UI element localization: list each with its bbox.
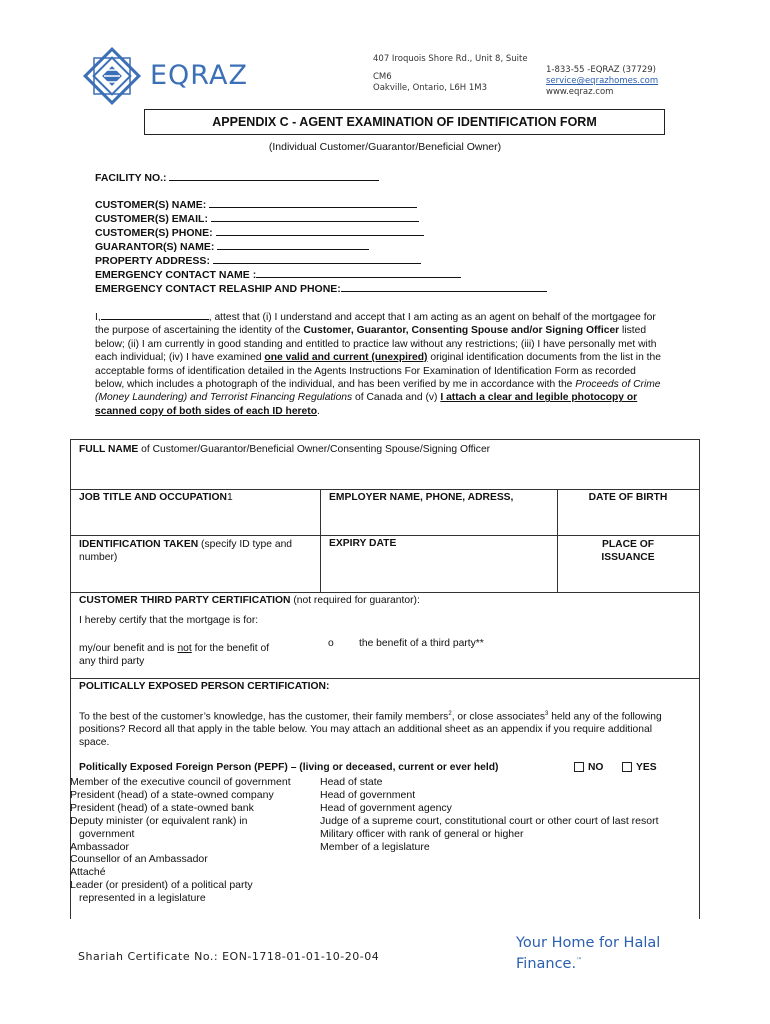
pep-left-item[interactable]: President (head) of a state-owned company bbox=[70, 788, 274, 801]
facility-label: FACILITY NO.: bbox=[95, 172, 170, 184]
pep-text: , or close associates bbox=[451, 711, 545, 723]
full-name-cell[interactable] bbox=[79, 444, 679, 455]
expiry-label: EXPIRY DATE bbox=[329, 538, 397, 549]
attestation-bold: Customer, Guarantor, Consenting Spouse and/or Signing Officer bbox=[303, 325, 620, 337]
logo bbox=[82, 46, 142, 106]
customer-name-input-line[interactable] bbox=[209, 197, 417, 208]
property-address-field bbox=[95, 253, 421, 267]
customer-email-label: CUSTOMER(S) EMAIL: bbox=[95, 213, 208, 225]
job-title-label: JOB TITLE AND OCCUPATION bbox=[79, 492, 227, 503]
pep-right-item[interactable]: Head of government agency bbox=[320, 801, 452, 814]
attestation-text: . bbox=[317, 405, 320, 417]
pep-sup: 3 bbox=[544, 711, 549, 717]
emergency-name-input-line[interactable] bbox=[256, 267, 461, 278]
pepf-no-option[interactable] bbox=[574, 762, 603, 773]
address-line1: 407 Iroquois Shore Rd., Unit 8, Suite bbox=[373, 54, 528, 64]
email-link[interactable]: service@eqrazhomes.com bbox=[546, 76, 659, 86]
full-name-desc: of Customer/Guarantor/Beneficial Owner/Consenting Spouse/Signing Officer bbox=[138, 444, 491, 455]
pep-right-item[interactable]: Judge of a supreme court, constitutional court or other court of last resort bbox=[320, 814, 659, 827]
pepf-heading-text: Politically Exposed Foreign Person (PEPF) – (living or deceased, current or ever held) bbox=[79, 762, 499, 773]
benefit-not-text: not bbox=[177, 643, 192, 654]
third-party-label: CUSTOMER THIRD PARTY CERTIFICATION bbox=[79, 595, 291, 606]
customer-name-label: CUSTOMER(S) NAME: bbox=[95, 199, 207, 211]
certify-text: I hereby certify that the mortgage is for: bbox=[79, 615, 259, 626]
facility-input-line[interactable] bbox=[169, 170, 379, 181]
dob-label: DATE OF BIRTH bbox=[588, 492, 668, 503]
emergency-relationship-label: EMERGENCY CONTACT RELASHIP AND PHONE: bbox=[95, 283, 341, 295]
employer-label: EMPLOYER NAME, PHONE, ADRESS, bbox=[329, 492, 514, 503]
attestation-text: , attest that (i) I understand and accept that I am acting as an agent on behalf of the mortgagee for the purpose of ascertaining the identity of the bbox=[95, 312, 656, 337]
pep-left-item[interactable]: President (head) of a state-owned bank bbox=[70, 801, 254, 814]
logo-text: EQRAZ bbox=[150, 60, 248, 91]
benefit-bullet: o bbox=[328, 638, 334, 649]
no-checkbox[interactable] bbox=[574, 762, 584, 772]
phone: 1-833-55 -EQRAZ (37729) bbox=[546, 65, 656, 75]
place-issuance-cell[interactable] bbox=[582, 538, 674, 564]
emergency-relationship-field bbox=[95, 281, 547, 295]
page-title: APPENDIX C - AGENT EXAMINATION OF IDENTIFICATION FORM bbox=[144, 109, 665, 135]
full-name-label: FULL NAME bbox=[79, 444, 139, 455]
pepf-heading bbox=[79, 762, 498, 773]
id-taken-label: IDENTIFICATION TAKEN bbox=[79, 539, 199, 550]
customer-email-field bbox=[95, 211, 419, 225]
attestation-text: I, bbox=[95, 312, 101, 323]
pep-left-list bbox=[70, 776, 291, 905]
trademark: ™ bbox=[576, 957, 583, 964]
pep-left-item[interactable]: government bbox=[79, 827, 135, 840]
third-party-heading bbox=[79, 595, 420, 606]
place-issuance-label: PLACE OF ISSUANCE bbox=[601, 539, 655, 563]
address-block bbox=[373, 54, 528, 95]
guarantor-name-input-line[interactable] bbox=[217, 239, 369, 250]
job-title-sup: 1 bbox=[226, 492, 233, 503]
no-label: NO bbox=[588, 762, 604, 773]
address-line2: CM6 bbox=[373, 71, 392, 82]
emergency-name-field bbox=[95, 267, 461, 281]
id-taken-cell[interactable] bbox=[79, 538, 319, 564]
third-party-desc: (not required for guarantor): bbox=[290, 595, 420, 606]
customer-name-field bbox=[95, 197, 417, 211]
attestation-text: of Canada and (v) bbox=[352, 392, 441, 404]
emergency-name-label: EMERGENCY CONTACT NAME : bbox=[95, 269, 257, 281]
dob-cell[interactable] bbox=[557, 492, 699, 503]
facility-field bbox=[95, 170, 379, 184]
benefit-own-text2: for the benefit of any third party bbox=[79, 643, 270, 667]
benefit-option-own[interactable] bbox=[79, 642, 284, 668]
customer-email-input-line[interactable] bbox=[211, 211, 419, 222]
tagline-line1: Your Home for Halal bbox=[516, 935, 661, 951]
pep-left-item[interactable]: Counsellor of an Ambassador bbox=[70, 853, 208, 866]
customer-phone-label: CUSTOMER(S) PHONE: bbox=[95, 227, 213, 239]
emergency-relationship-input-line[interactable] bbox=[341, 281, 547, 292]
pep-title bbox=[79, 681, 329, 692]
pep-left-item[interactable]: represented in a legislature bbox=[79, 892, 206, 905]
pep-right-item[interactable]: Head of state bbox=[320, 776, 383, 788]
eqraz-logo-icon bbox=[82, 46, 142, 106]
attestation-name-line[interactable] bbox=[101, 309, 209, 320]
guarantor-name-label: GUARANTOR(S) NAME: bbox=[95, 241, 215, 253]
attestation-italic: Proceeds of Crime (Money Laundering) and Terrorist Financing Regulations bbox=[95, 379, 661, 404]
pep-sup: 2 bbox=[448, 711, 452, 717]
pep-left-item[interactable]: Leader (or president) of a political party bbox=[70, 879, 253, 892]
pep-right-item[interactable]: Member of a legislature bbox=[320, 840, 430, 853]
property-address-input-line[interactable] bbox=[213, 253, 421, 264]
pep-left-item[interactable]: Ambassador bbox=[70, 840, 129, 853]
customer-phone-field bbox=[95, 225, 424, 239]
attestation-text: original identification documents from the list in the acceptable forms of identification detailed in the Agents Instructions For Examination of Identification Form as recorded below, which includes a photograph of the individual, and has been verified by me in accordance with the bbox=[95, 352, 661, 391]
benefit-option-third-party[interactable]: the benefit of a third party** bbox=[359, 638, 484, 649]
tagline-line2: Finance. bbox=[516, 955, 577, 972]
property-address-label: PROPERTY ADDRESS: bbox=[95, 255, 210, 267]
attestation-bold-underline: I attach a clear and legible photocopy or scanned copy of both sides of each ID hereto bbox=[95, 392, 638, 417]
page-subtitle: (Individual Customer/Guarantor/Beneficial Owner) bbox=[268, 141, 502, 153]
pep-left-item[interactable]: Deputy minister (or equivalent rank) in bbox=[70, 814, 248, 827]
id-taken-desc: (specify ID type and number) bbox=[79, 539, 293, 563]
pep-description bbox=[79, 708, 679, 749]
yes-checkbox[interactable] bbox=[622, 762, 632, 772]
pep-text: To the best of the customer’s knowledge, has the customer, their family members bbox=[79, 711, 449, 723]
yes-label: YES bbox=[636, 762, 657, 773]
benefit-own-text: my/our benefit and is bbox=[79, 643, 178, 654]
guarantor-name-field bbox=[95, 239, 369, 253]
pep-right-item[interactable]: Military officer with rank of general or higher bbox=[320, 827, 524, 840]
attestation-paragraph bbox=[95, 309, 665, 418]
website: www.eqraz.com bbox=[546, 87, 614, 97]
pepf-yes-option[interactable] bbox=[622, 762, 657, 773]
attestation-bold-underline: one valid and current (unexpired) bbox=[264, 352, 428, 364]
tagline bbox=[516, 934, 660, 973]
contact-block bbox=[546, 65, 658, 98]
pep-title-text: POLITICALLY EXPOSED PERSON CERTIFICATION: bbox=[79, 681, 330, 692]
job-title-cell[interactable] bbox=[79, 492, 233, 503]
attestation-text: listed below; (ii) I am currently in good standing and entitled to practice law without any restrictions; (iii) I have personally met with each individual; (iv) I have examined bbox=[95, 325, 657, 364]
pep-text: held any of the following positions? Record all that apply in the table below. You may attach an additional sheet as an appendix if you require additional space. bbox=[79, 711, 662, 749]
employer-cell[interactable] bbox=[329, 492, 513, 503]
address-line3: Oakville, Ontario, L6H 1M3 bbox=[373, 83, 488, 93]
expiry-cell[interactable] bbox=[329, 538, 396, 549]
pep-right-item[interactable]: Head of government bbox=[320, 788, 416, 801]
customer-phone-input-line[interactable] bbox=[216, 225, 424, 236]
shariah-certificate: Shariah Certificate No.: EON-1718-01-01-10-20-04 bbox=[78, 950, 380, 963]
pep-left-item[interactable]: Attaché bbox=[70, 866, 106, 879]
pep-right-list bbox=[320, 776, 659, 853]
pep-left-item[interactable]: Member of the executive council of government bbox=[70, 776, 291, 788]
